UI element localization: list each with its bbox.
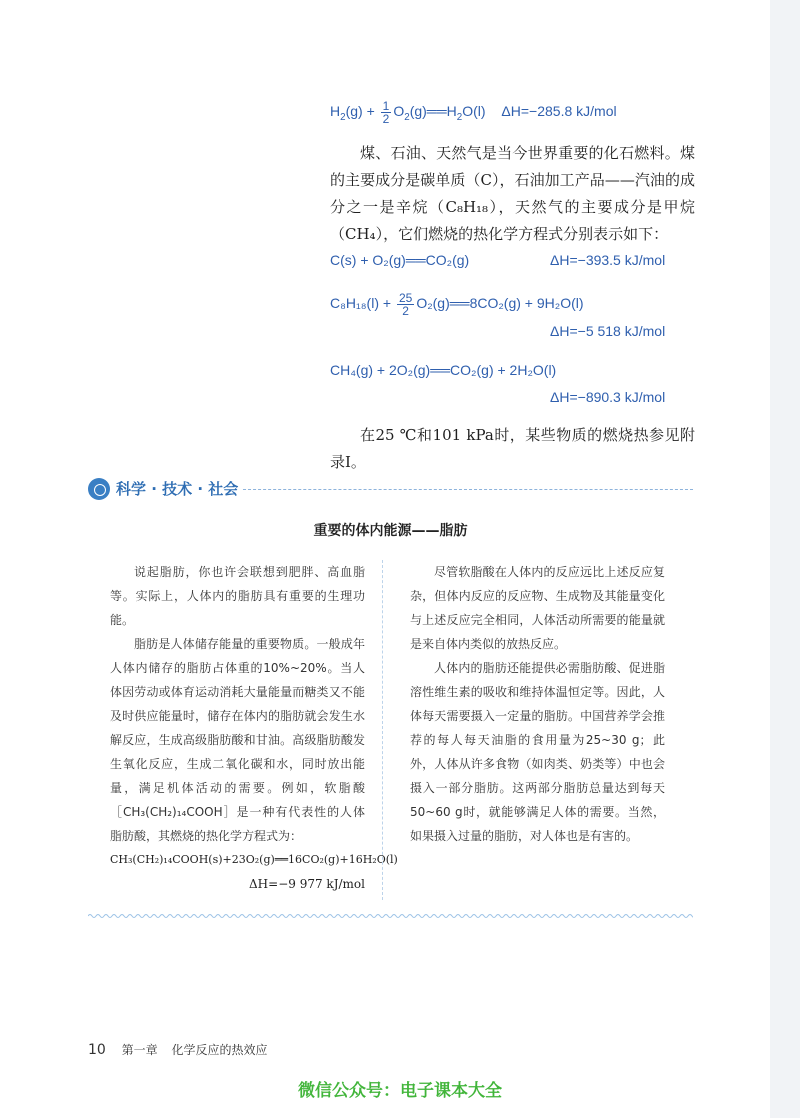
watermark-text: 微信公众号：电子课本大全 (298, 1081, 502, 1101)
article-paragraph: 尽管软脂酸在人体内的反应远比上述反应复杂，但体内反应的反应物、生成物及其能量变化与上述反应完全相同，人体活动所需要的能量就是来自体内类似的放热反应。 (410, 565, 665, 651)
enthalpy-value: ΔH=−285.8 kJ/mol (501, 103, 617, 120)
chapter-label: 第一章 (121, 1043, 158, 1057)
section-title: 科学 · 技术 · 社会 (116, 480, 239, 498)
equation-methane-combustion: CH₄(g) + 2O₂(g)══CO₂(g) + 2H₂O(l) (330, 362, 557, 378)
section-divider (243, 489, 693, 490)
section-header (88, 478, 693, 500)
article-paragraph: 人体内的脂肪还能提供必需脂肪酸、促进脂溶性维生素的吸收和维持体温恒定等。因此，人体每天需要摄入一定量的脂肪。中国营养学会推荐的每人每天油脂的食用量为25~30 g；此外，人体从许多食物（如肉类、奶类等）中也会摄入一部分脂肪。这两部分脂肪总量达到每天50~60 g时，就能够满足人体的需要。当然，如果摄入过量的脂肪，对人体也是有害的。 (410, 661, 665, 843)
equation-carbon-combustion: C(s) + O₂(g)══CO₂(g) (330, 252, 470, 268)
equation-hydrogen-combustion: $H_2(g)$ + $\frac{1}{2}$ $O_2(g)══H_2O(l)$ ΔH=−285.8 kJ/mol (330, 99, 617, 126)
wavy-divider (88, 912, 693, 920)
article-paragraph: 脂肪是人体储存能量的重要物质。一般成年人体内储存的脂肪占体重的10%~20%。当人体因劳动或体育运动消耗大量能量而糖类又不能及时供应能量时，储存在体内的脂肪就会发生水解反应，生成高级脂肪酸和甘油。高级脂肪酸发生氧化反应，生成二氧化碳和水，同时放出能量，满足机体活动的需要。例如，软脂酸［CH₃(CH₂)₁₄COOH］是一种有代表性的人体脂肪酸，其燃烧的热化学方程式为： (110, 637, 365, 843)
article-right-column (410, 560, 665, 848)
article-title: 重要的体内能源——脂肪 (313, 523, 468, 539)
page-footer (88, 1041, 268, 1058)
palmitic-acid-enthalpy: ΔH=−9 977 kJ/mol (249, 877, 365, 891)
appendix-note: 在25 ℃和101 kPa时，某些物质的燃烧热参见附录Ⅰ。 (330, 426, 695, 471)
fraction: $\frac{1}{2}$ (382, 99, 390, 126)
page-edge-strip (770, 0, 800, 1118)
enthalpy-octane: ΔH=−5 518 kJ/mol (550, 323, 666, 339)
equation-octane-combustion: C₈H₁₈(l) + $\frac{25}{2}$ O₂(g)══8CO₂(g) + 9H₂O(l) (330, 291, 584, 318)
chapter-title: 化学反应的热效应 (171, 1043, 268, 1057)
atom-icon (88, 478, 110, 500)
fraction: $\frac{25}{2}$ (398, 291, 413, 318)
enthalpy-methane: ΔH=−890.3 kJ/mol (550, 389, 666, 405)
enthalpy-carbon: ΔH=−393.5 kJ/mol (550, 252, 666, 268)
article-left-column (110, 560, 398, 896)
article-paragraph: 说起脂肪，你也许会联想到肥胖、高血脂等。实际上，人体内的脂肪具有重要的生理功能。 (110, 565, 365, 627)
column-divider (382, 560, 383, 900)
palmitic-acid-equation: CH₃(CH₂)₁₄COOH(s)+23O₂(g)══16CO₂(g)+16H₂O(l) (110, 853, 398, 866)
fossil-fuel-paragraph: 煤、石油、天然气是当今世界重要的化石燃料。煤的主要成分是碳单质（C），石油加工产品——汽油的成分之一是辛烷（C₈H₁₈），天然气的主要成分是甲烷（CH₄），它们燃烧的热化学方程式分别表示如下： (330, 144, 695, 243)
page-number: 10 (88, 1042, 106, 1058)
